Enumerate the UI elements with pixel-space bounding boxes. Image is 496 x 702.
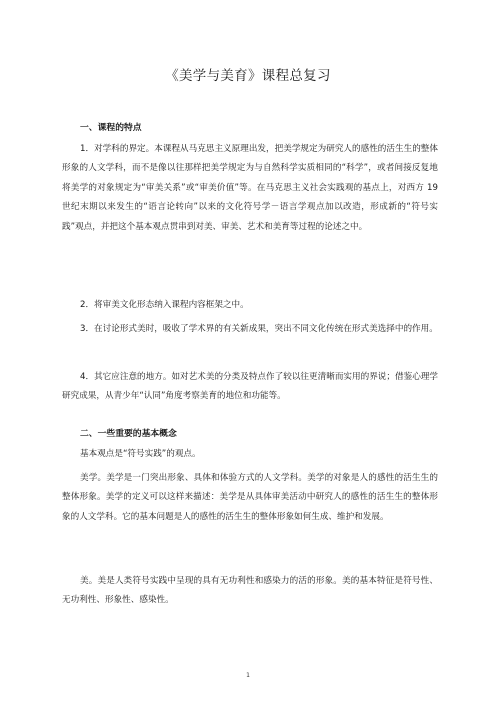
paragraph-1-4: 4．其它应注意的地方。如对艺术美的分类及特点作了较以往更清晰而实用的界说；借鉴心理学研究成果，从青少年“认同”角度考察美育的地位和功能等。: [62, 372, 438, 402]
paragraph-2-2: 美学。美学是一门突出形象、具体和体验方式的人文学科。美学的对象是人的感性的活生生的整体形象。美学的定义可以这样来描述：美学是从具体审美活动中研究人的感性的活生生的整体形象的人文学科。它的基本问题是人的感性的活生生的整体形象如何生成、维护和发展。: [62, 473, 438, 522]
section-heading-1: 一、课程的特点: [80, 123, 142, 133]
page-number: 1: [246, 672, 250, 679]
section-heading-2: 二、一些重要的基本概念: [80, 429, 177, 439]
paragraph-1-2: 2．将审美文化形态纳入课程内容框架之中。: [80, 300, 249, 310]
paragraph-1-1: 1．对学科的界定。本课程从马克思主义原理出发，把美学规定为研究人的感性的活生生的整体形象的人文学科，而不是像以往那样把美学规定为与自然科学实质相同的“科学”，或者间接反复地将美学的对象规定为“审美关系”或“审美价值”等。在马克思主义社会实践观的基点上，对西方 19 世纪末期以来发生的“语言论转向”以来的文化符号学－语言学观点加以改造，形成新的“符号实践”观点，并把这个基本观点贯串到对美、审美、艺术和美育等过程的论述之中。: [62, 144, 438, 232]
paragraph-1-3: 3．在讨论形式美时，吸收了学术界的有关新成果，突出不同文化传统在形式美选择中的作用。: [80, 324, 438, 334]
document-title: 《美学与美育》课程总复习: [165, 68, 331, 84]
paragraph-2-1: 基本观点是“符号实践”的观点。: [80, 449, 201, 459]
paragraph-2-3: 美。美是人类符号实践中呈现的具有无功利性和感染力的活的形象。美的基本特征是符号性、无功利性、形象性、感染性。: [62, 576, 438, 606]
